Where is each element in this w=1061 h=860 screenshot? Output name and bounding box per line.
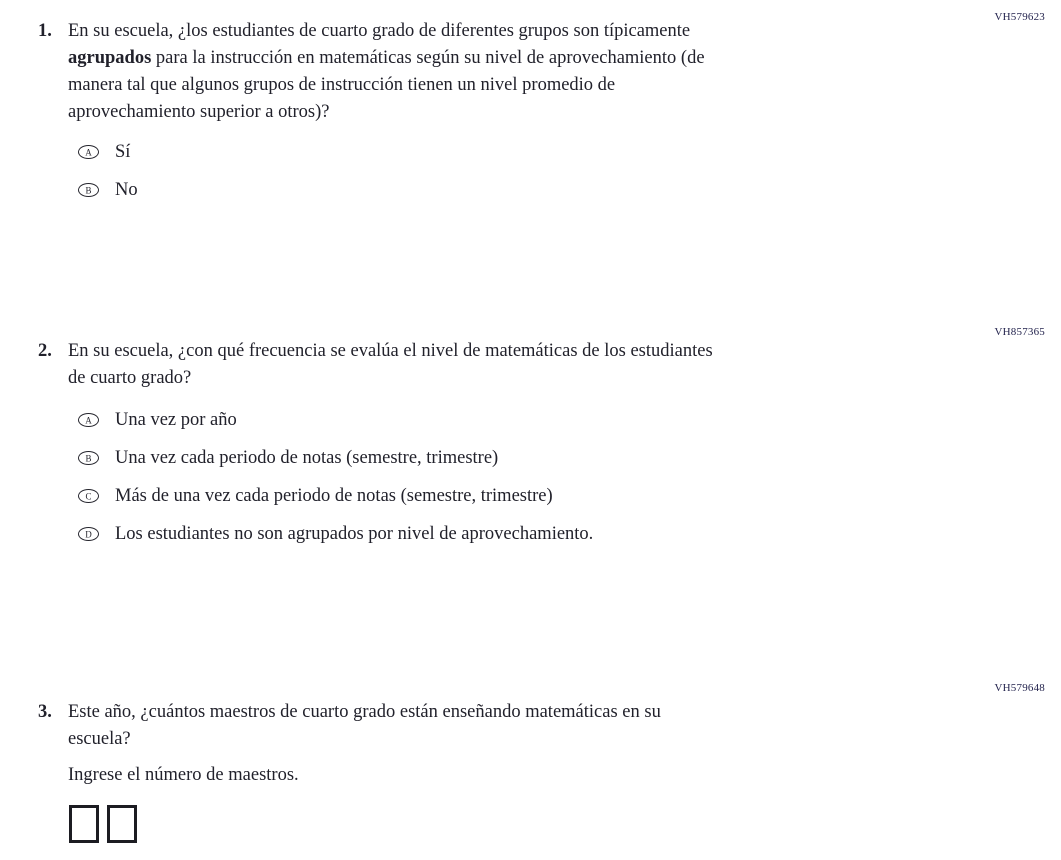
- q1-option-b-letter: B: [85, 185, 92, 195]
- question-1-text: [68, 18, 705, 126]
- q1-option-a-letter: A: [85, 147, 92, 157]
- question-2-options: [0, 410, 1061, 544]
- q2-option-a-bubble-icon[interactable]: [78, 413, 99, 427]
- q2-option-d-letter: D: [85, 529, 92, 539]
- question-3-number: 3.: [38, 702, 52, 722]
- q2-option-b-bubble-icon[interactable]: [78, 451, 99, 465]
- item-code-2: VH857365: [994, 326, 1045, 338]
- question-1: [0, 18, 1061, 218]
- question-3-row: [38, 699, 1061, 753]
- q2-option-a-letter: A: [85, 415, 92, 425]
- q2-option-c-letter: C: [85, 491, 92, 501]
- q1-option-b-label: No: [115, 180, 138, 200]
- question-1-number: 1.: [38, 21, 52, 41]
- question-3-instruction: Ingrese el número de maestros.: [68, 765, 299, 785]
- item-code-3: VH579648: [994, 682, 1045, 694]
- question-1-text-segment: En su escuela, ¿los estudiantes de cuarto grado de diferentes grupos son típicamente: [68, 21, 691, 41]
- q2-option-c-label: Más de una vez cada periodo de notas (semestre, trimestre): [115, 486, 553, 506]
- q2-option-d-label: Los estudiantes no son agrupados por nivel de aprovechamiento.: [115, 524, 594, 544]
- q2-option-d-bubble-icon[interactable]: [78, 527, 99, 541]
- q2-option-b[interactable]: [78, 448, 1061, 468]
- q2-option-c-bubble-icon[interactable]: [78, 489, 99, 503]
- q1-option-a[interactable]: [78, 142, 1061, 162]
- q2-option-c[interactable]: [78, 486, 1061, 506]
- q1-option-b-bubble-icon[interactable]: [78, 183, 99, 197]
- question-1-bold-word: agrupados: [68, 48, 152, 68]
- item-code-1: VH579623: [994, 11, 1045, 23]
- question-2-row: [38, 338, 1061, 392]
- digit-entry-box-2[interactable]: [107, 805, 137, 843]
- q1-option-a-label: Sí: [115, 142, 131, 162]
- q2-option-b-letter: B: [85, 453, 92, 463]
- question-2-number: 2.: [38, 341, 52, 361]
- question-3: [0, 699, 1061, 843]
- question-2-text: En su escuela, ¿con qué frecuencia se evalúa el nivel de matemáticas de los estudiantes de cuarto grado?: [68, 341, 713, 388]
- q1-option-a-bubble-icon[interactable]: [78, 145, 99, 159]
- q2-option-d[interactable]: [78, 524, 1061, 544]
- number-entry: [69, 805, 1061, 843]
- question-2: [0, 338, 1061, 562]
- question-1-options: [0, 142, 1061, 200]
- q2-option-a-label: Una vez por año: [115, 410, 237, 430]
- question-1-row: [38, 18, 1061, 126]
- q2-option-b-label: Una vez cada periodo de notas (semestre, trimestre): [115, 448, 499, 468]
- digit-entry-box-1[interactable]: [69, 805, 99, 843]
- question-3-text: Este año, ¿cuántos maestros de cuarto grado están enseñando matemáticas en su escuela?: [68, 702, 661, 749]
- question-1-text-segment: para la instrucción en matemáticas según su nivel de aprovechamiento (de manera tal que algunos grupos de instrucción tienen un nivel promedio de aprovechamiento superior a otros)?: [68, 48, 705, 122]
- q2-option-a[interactable]: [78, 410, 1061, 430]
- q1-option-b[interactable]: [78, 180, 1061, 200]
